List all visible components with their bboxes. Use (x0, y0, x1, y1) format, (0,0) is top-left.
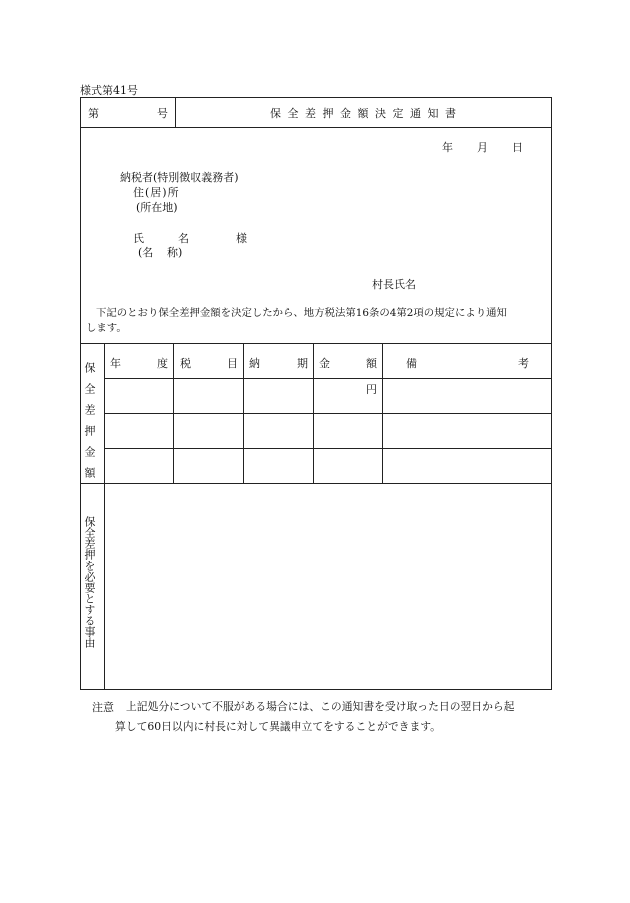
amount-row-line-1 (104, 378, 552, 379)
name-label-2: 名 (178, 232, 189, 245)
col-header-nendo-2: 度 (157, 357, 168, 370)
body-text-line2: します。 (86, 322, 127, 334)
header-divider (80, 127, 552, 128)
amount-row-line-3 (104, 448, 552, 449)
note-label: 注意 (92, 701, 114, 714)
col-header-zeimoku-1: 税 (180, 357, 191, 370)
corp-name-label-1: (名 (138, 246, 154, 259)
document-number-dai: 第 (88, 107, 99, 120)
taxpayer-label: 納税者(特別徴収義務者) (120, 171, 239, 184)
document-title: 保全差押金額決定通知書 (270, 107, 463, 120)
col-header-kingaku-2: 額 (366, 357, 377, 370)
form-number: 様式第41号 (80, 84, 138, 97)
col-header-biko-2: 考 (518, 357, 529, 370)
amount-table-top (80, 343, 552, 344)
col-header-noki-2: 期 (297, 357, 308, 370)
amount-row-line-2 (104, 413, 552, 414)
issuer-label: 村長氏名 (372, 278, 416, 291)
location-label: (所在地) (136, 201, 178, 214)
corp-name-label-2: 称) (167, 246, 183, 259)
col-header-noki-1: 納 (249, 357, 260, 370)
note-line1: 上記処分について不服がある場合には、この通知書を受け取った日の翌日から起 (126, 700, 515, 713)
name-label-1: 氏 (133, 232, 144, 245)
note-line2: 算して60日以内に村長に対して異議申立てをすることができます。 (115, 720, 441, 733)
amount-side-divider (104, 343, 105, 690)
col-header-zeimoku-2: 目 (227, 357, 238, 370)
body-text-line1: 下記のとおり保全差押金額を決定したから、地方税法第16条の4第2項の規定により通知 (96, 307, 507, 319)
date-month-label: 月 (477, 141, 488, 154)
address-label: 住(居)所 (133, 186, 180, 199)
honorific-sama: 様 (236, 232, 247, 245)
amount-unit-yen: 円 (366, 383, 377, 396)
col-header-kingaku-1: 金 (319, 357, 330, 370)
col-header-nendo-1: 年 (110, 357, 121, 370)
date-day-label: 日 (512, 141, 523, 154)
header-col-divider (175, 97, 176, 127)
date-year-label: 年 (442, 141, 453, 154)
amount-side-label: 保全差押金額 (83, 362, 96, 488)
amount-table-bottom (80, 483, 552, 484)
document-number-go: 号 (157, 107, 168, 120)
col-header-biko-1: 備 (406, 357, 417, 370)
reason-label: 保全差押を必要とする事由 (83, 516, 96, 648)
